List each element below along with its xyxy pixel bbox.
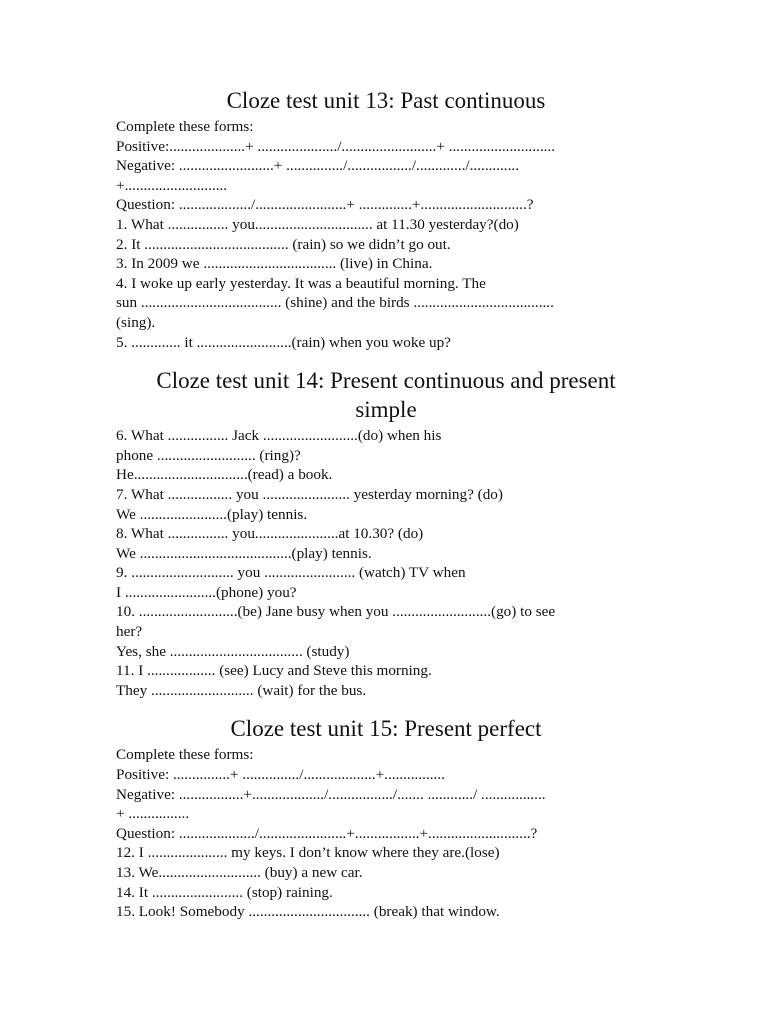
exercise-line: He..............................(read) a book.	[116, 466, 333, 484]
exercise-line: Complete these forms:	[116, 746, 254, 764]
exercise-line: Positive: ...............+ .............../...................+................	[116, 766, 445, 784]
exercise-line: her?	[116, 623, 143, 641]
exercise-line: 2. It ...................................... (rain) so we didn’t go out.	[116, 235, 451, 253]
exercise-line: 7. What ................. you ....................... yesterday morning? (do)	[116, 485, 503, 503]
section-heading	[116, 86, 656, 115]
section-body	[116, 117, 656, 352]
exercise-line: 5. ............. it .........................(rain) when you woke up?	[116, 333, 451, 351]
exercise-line: + ................	[116, 805, 190, 823]
exercise-line: (sing).	[116, 313, 156, 331]
exercise-line: 15. Look! Somebody ................................ (break) that window.	[116, 903, 500, 921]
heading-line: Cloze test unit 14: Present continuous and present	[156, 368, 616, 394]
exercise-line: +...........................	[116, 176, 228, 194]
section-body	[116, 745, 656, 921]
section-heading	[116, 366, 656, 424]
section-unit-13	[116, 86, 656, 352]
exercise-line: Negative: .........................+ .............../................./............./.............	[116, 157, 519, 175]
section-unit-14	[116, 366, 656, 700]
exercise-line: 13. We........................... (buy) a new car.	[116, 864, 363, 881]
exercise-line: 10. ..........................(be) Jane busy when you ..........................(go) to see	[116, 603, 556, 621]
exercise-line: Complete these forms:	[116, 118, 254, 135]
heading-line: simple	[355, 397, 417, 423]
section-gap	[116, 700, 656, 714]
section-unit-15	[116, 714, 656, 921]
exercise-line: We .......................(play) tennis.	[116, 505, 308, 523]
section-gap	[116, 352, 656, 366]
exercise-line: Positive:....................+ ...................../.........................+ ............................	[116, 137, 556, 155]
heading-line: Cloze test unit 15: Present perfect	[230, 716, 542, 742]
exercise-line: Question: ..................../.......................+.................+...........................?	[116, 824, 538, 842]
exercise-line: 11. I .................. (see) Lucy and Steve this morning.	[116, 662, 432, 680]
exercise-line: 14. It ........................ (stop) raining.	[116, 883, 333, 901]
exercise-line: 4. I woke up early yesterday. It was a beautiful morning. The	[116, 274, 486, 292]
exercise-line: 3. In 2009 we ................................... (live) in China.	[116, 255, 433, 273]
exercise-line: sun ..................................... (shine) and the birds .....................................	[116, 294, 554, 312]
exercise-line: Negative: .................+.................../................./....... ............/ .................	[116, 785, 546, 803]
exercise-line: 1. What ................ you............................... at 11.30 yesterday?(do)	[116, 215, 519, 233]
exercise-line: We ........................................(play) tennis.	[116, 544, 372, 562]
section-heading	[116, 714, 656, 743]
heading-line: Cloze test unit 13: Past continuous	[226, 88, 546, 113]
exercise-line: They ........................... (wait) for the bus.	[116, 681, 367, 699]
exercise-line: Question: .................../........................+ ..............+............................?	[116, 196, 534, 214]
exercise-line: 8. What ................ you......................at 10.30? (do)	[116, 525, 424, 543]
exercise-line: 9. ........................... you ........................ (watch) TV when	[116, 564, 466, 582]
exercise-line: 12. I ..................... my keys. I don’t know where they are.(lose)	[116, 844, 500, 862]
exercise-line: Yes, she ................................... (study)	[116, 642, 350, 660]
exercise-line: 6. What ................ Jack .........................(do) when his	[116, 427, 442, 445]
section-body	[116, 426, 656, 700]
worksheet-page	[116, 86, 656, 922]
exercise-line: I ........................(phone) you?	[116, 583, 297, 601]
exercise-line: phone .......................... (ring)?	[116, 446, 301, 464]
